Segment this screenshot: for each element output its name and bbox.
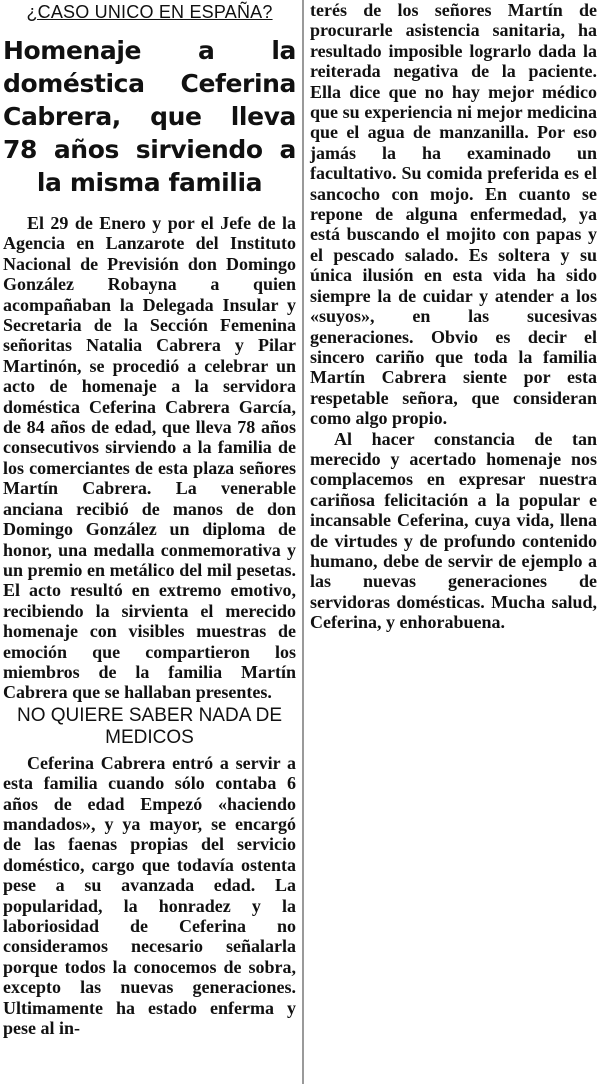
column-divider [302,0,304,1084]
paragraph-3: Al hacer constancia de tan merecido y acertado homenaje nos complacemos en expresar nuestra cariñosa felicitación a la popular e incansable Ceferina, cuya vida, llena de virtudes y de profundo contenido humano, debe de servir de ejemplo a las nuevas generaciones de servidoras domésticas. Mucha salud, Ceferina, y enhorabuena. [310,428,597,633]
paragraph-1: El 29 de Enero y por el Jefe de la Agencia en Lanzarote del Instituto Nacional de Previsión don Domingo González Robayna a quien acompañaban la Delegada Insular y Secretaria de la Sección Femenina señoritas Natalia Cabrera y Pilar Martinón, se procedió a celebrar un acto de homenaje a la servidora doméstica Ceferina Cabrera García, de 84 años de edad, que lleva 78 años consecutivos sirviendo a la familia de los comerciantes de esta plaza señores Martín Cabrera. La venerable anciana recibió de manos de don Domingo González un diploma de honor, una medalla conmemorativa y un premio en metálico del mil pesetas. El acto resultó en extremo emotivo, recibiendo la sirvienta el merecido homenaje con visibles muestras de emoción que compartieron los miembros de la familia Martín Cabrera que se hallaban presentes. [3,213,296,703]
paragraph-2-continued: terés de los señores Martín de procurarle asistencia sanitaria, ha resultado imposible lograrlo dada la reiterada negativa de la paciente. Ella dice que no hay mejor médico que su experiencia ni mejor medicina que el agua de manzanilla. Por eso jamás la ha examinado un facultativo. Su comida preferida es el sancocho con mojo. En cuanto se repone de alguna enfermedad, ya está buscando el mojito con papas y el pescado salado. Es soltera y su única ilusión en esta vida ha sido siempre la de cuidar y atender a los «suyos», en las sucesivas generaciones. Obvio es decir el sincero cariño que toda la familia Martín Cabrera siente por esta respetable señora, que consideran como algo propio. [310,0,597,429]
paragraph-2: Ceferina Cabrera entró a servir a esta familia cuando sólo contaba 6 años de edad Empezó «haciendo mandados», y ya mayor, se encargó de las faenas propias del servicio doméstico, cargo que todavía ostenta pese a su avanzada edad. La popularidad, la honradez y la laboriosidad de Ceferina no consideramos necesario señalarla porque todos la conocemos de sobra, excepto las nuevas generaciones. Ultimamente ha estado enferma y pese al in- [3,752,296,1039]
right-column [310,0,597,633]
subheading: NO QUIERE SABER NADA DE MEDICOS [16,704,282,748]
headline: Homenaje a la doméstica Ceferina Cabrera, que lleva 78 años sirviendo a la misma familia [3,36,296,197]
left-column [3,0,296,1038]
kicker: ¿CASO UNICO EN ESPAÑA? [26,2,273,22]
